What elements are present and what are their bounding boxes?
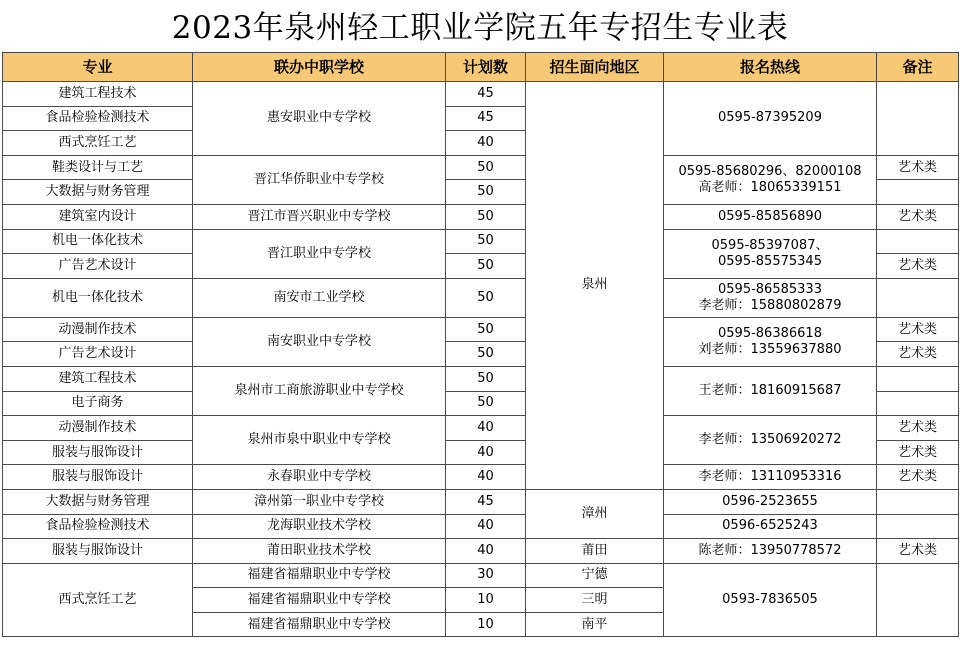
hotline-line: 0595-86386618	[718, 325, 822, 341]
note-cell	[877, 366, 959, 391]
school-cell: 晋江华侨职业中专学校	[193, 155, 446, 204]
hotline-line: 0595-85397087、	[711, 237, 829, 253]
hotline-line: 0596-2523655	[722, 493, 818, 509]
hotline-cell	[664, 539, 877, 564]
major-cell: 服装与服饰设计	[3, 440, 193, 465]
school-cell: 惠安职业中专学校	[193, 82, 446, 156]
region-cell: 宁德	[526, 563, 664, 588]
major-cell: 西式烹饪工艺	[3, 131, 193, 156]
plan-cell: 40	[446, 539, 526, 564]
major-cell: 动漫制作技术	[3, 416, 193, 441]
major-cell: 机电一体化技术	[3, 229, 193, 254]
note-cell	[877, 489, 959, 514]
note-cell	[877, 563, 959, 637]
plan-cell: 45	[446, 489, 526, 514]
plan-cell: 50	[446, 391, 526, 416]
note-cell: 艺术类	[877, 204, 959, 229]
plan-cell: 40	[446, 514, 526, 539]
hotline-line: 0595-85575345	[718, 253, 822, 269]
hotline-cell	[664, 416, 877, 465]
major-cell: 鞋类设计与工艺	[3, 155, 193, 180]
hotline-line: 0596-6525243	[722, 518, 818, 534]
plan-cell: 50	[446, 254, 526, 279]
school-cell: 福建省福鼎职业中专学校	[193, 612, 446, 637]
plan-cell: 40	[446, 416, 526, 441]
plan-cell: 30	[446, 563, 526, 588]
header-school: 联办中职学校	[193, 53, 446, 82]
hotline-cell	[664, 82, 877, 156]
major-cell: 建筑工程技术	[3, 366, 193, 391]
note-cell	[877, 82, 959, 156]
hotline-cell	[664, 465, 877, 490]
plan-cell: 10	[446, 612, 526, 637]
region-cell: 漳州	[526, 489, 664, 538]
hotline-line: 李老师：13506920272	[698, 432, 842, 448]
note-cell	[877, 229, 959, 254]
major-cell: 服装与服饰设计	[3, 539, 193, 564]
hotline-cell	[664, 317, 877, 366]
table-row	[3, 465, 959, 490]
plan-cell: 50	[446, 342, 526, 367]
major-cell: 广告艺术设计	[3, 254, 193, 279]
note-cell: 艺术类	[877, 440, 959, 465]
major-cell: 西式烹饪工艺	[3, 563, 193, 637]
major-cell: 机电一体化技术	[3, 278, 193, 317]
plan-cell: 45	[446, 106, 526, 131]
hotline-line: 陈老师：13950778572	[698, 542, 842, 558]
major-cell: 大数据与财务管理	[3, 489, 193, 514]
plan-cell: 50	[446, 155, 526, 180]
school-cell: 南安市工业学校	[193, 278, 446, 317]
note-cell: 艺术类	[877, 342, 959, 367]
hotline-line: 0595-85856890	[718, 208, 822, 224]
hotline-line: 0595-86585333	[718, 281, 822, 297]
plan-cell: 50	[446, 366, 526, 391]
school-cell: 晋江职业中专学校	[193, 229, 446, 278]
major-cell: 食品检验检测技术	[3, 514, 193, 539]
hotline-line: 李老师：13110953316	[698, 469, 842, 485]
note-cell: 艺术类	[877, 254, 959, 279]
school-cell: 莆田职业技术学校	[193, 539, 446, 564]
school-cell: 福建省福鼎职业中专学校	[193, 563, 446, 588]
plan-cell: 10	[446, 588, 526, 613]
hotline-line: 李老师：15880802879	[698, 297, 842, 313]
page-title: 2023年泉州轻工职业学院五年专招生专业表	[171, 10, 789, 46]
major-cell: 动漫制作技术	[3, 317, 193, 342]
region-cell: 莆田	[526, 539, 664, 564]
region-cell: 南平	[526, 612, 664, 637]
header-major: 专业	[3, 53, 193, 82]
table-row	[3, 489, 959, 514]
note-cell: 艺术类	[877, 539, 959, 564]
header-plan: 计划数	[446, 53, 526, 82]
school-cell: 泉州市泉中职业中专学校	[193, 416, 446, 465]
hotline-cell	[664, 563, 877, 637]
school-cell: 泉州市工商旅游职业中专学校	[193, 366, 446, 415]
plan-cell: 50	[446, 317, 526, 342]
header-note: 备注	[877, 53, 959, 82]
plan-cell: 40	[446, 465, 526, 490]
table-row	[3, 366, 959, 391]
plan-cell: 50	[446, 204, 526, 229]
table-row	[3, 317, 959, 342]
table-row	[3, 204, 959, 229]
hotline-line: 0595-87395209	[718, 110, 822, 126]
table-row	[3, 539, 959, 564]
note-cell	[877, 278, 959, 317]
school-cell: 南安职业中专学校	[193, 317, 446, 366]
hotline-line: 高老师：18065339151	[698, 179, 842, 195]
table-row	[3, 416, 959, 441]
table-row	[3, 82, 959, 107]
region-cell: 三明	[526, 588, 664, 613]
school-cell: 永春职业中专学校	[193, 465, 446, 490]
major-cell: 广告艺术设计	[3, 342, 193, 367]
hotline-cell	[664, 204, 877, 229]
note-cell: 艺术类	[877, 317, 959, 342]
plan-cell: 50	[446, 180, 526, 205]
note-cell	[877, 514, 959, 539]
plan-cell: 40	[446, 440, 526, 465]
hotline-cell	[664, 155, 877, 204]
header-hotline: 报名热线	[664, 53, 877, 82]
table-row	[3, 514, 959, 539]
hotline-line: 刘老师：13559637880	[698, 341, 842, 357]
major-cell: 电子商务	[3, 391, 193, 416]
school-cell: 龙海职业技术学校	[193, 514, 446, 539]
school-cell: 晋江市晋兴职业中专学校	[193, 204, 446, 229]
table-row	[3, 563, 959, 588]
hotline-line: 王老师：18160915687	[698, 383, 842, 399]
hotline-line: 0595-85680296、82000108	[678, 163, 862, 179]
enrollment-table	[2, 52, 959, 637]
major-cell: 食品检验检测技术	[3, 106, 193, 131]
hotline-cell	[664, 229, 877, 278]
header-row	[3, 53, 959, 82]
note-cell: 艺术类	[877, 155, 959, 180]
note-cell: 艺术类	[877, 416, 959, 441]
plan-cell: 45	[446, 82, 526, 107]
table-row	[3, 229, 959, 254]
note-cell: 艺术类	[877, 465, 959, 490]
hotline-cell	[664, 514, 877, 539]
note-cell	[877, 180, 959, 205]
table-row	[3, 155, 959, 180]
hotline-cell	[664, 278, 877, 317]
header-region: 招生面向地区	[526, 53, 664, 82]
note-cell	[877, 391, 959, 416]
hotline-cell	[664, 366, 877, 415]
major-cell: 建筑室内设计	[3, 204, 193, 229]
hotline-cell	[664, 489, 877, 514]
major-cell: 服装与服饰设计	[3, 465, 193, 490]
school-cell: 福建省福鼎职业中专学校	[193, 588, 446, 613]
plan-cell: 40	[446, 131, 526, 156]
table-row	[3, 278, 959, 317]
major-cell: 建筑工程技术	[3, 82, 193, 107]
major-cell: 大数据与财务管理	[3, 180, 193, 205]
plan-cell: 50	[446, 278, 526, 317]
plan-cell: 50	[446, 229, 526, 254]
region-cell: 泉州	[526, 82, 664, 490]
school-cell: 漳州第一职业中专学校	[193, 489, 446, 514]
hotline-line: 0593-7836505	[722, 592, 818, 608]
